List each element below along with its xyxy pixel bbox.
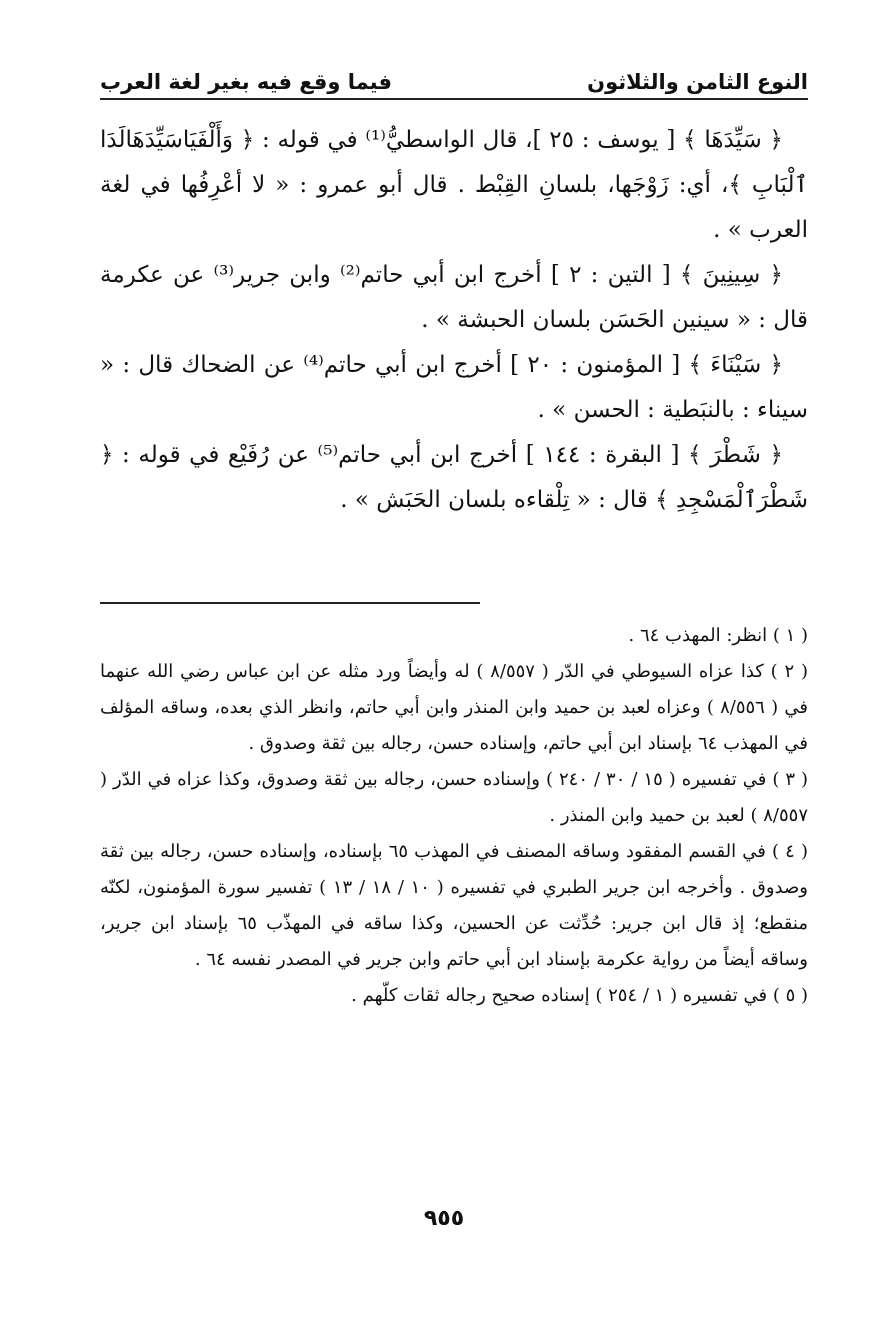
paragraph-shatr: ﴿ شَطْرَ ﴾ [ البقرة : ١٤٤ ] أخرج ابن أبي حاتم⁽⁵⁾ عن رُفَيْع في قوله : ﴿ شَطْرَٱلْمَسْجِدِ ﴾ قال : « تِلْقاءه بلسان الحَبَش » . (100, 442, 808, 513)
page-number: ٩٥٥ (423, 1206, 465, 1231)
footnote-4: ( ٤ ) في القسم المفقود وساقه المصنف في المهذب ٦٥ بإسناده، وإسناده حسن، رجاله بين ثقة وصدوق . وأخرجه ابن جرير الطبري في تفسيره ( ١٠ / ١٨ / ١٣ ) تفسير سورة المؤمنون، لكنّه منقطع؛ إذ قال ابن جرير: حُدِّثت عن الحسين، وكذا ساقه في المهذّب ٦٥ بإسناد ابن جرير، وساقه أيضاً من رواية عكرمة بإسناد ابن أبي حاتم وابن جرير في المصدر نفسه ٦٤ . (100, 841, 808, 970)
footnote-2: ( ٢ ) كذا عزاه السيوطي في الدّر ( ٨/٥٥٧ ) له وأيضاً ورد مثله عن ابن عباس رضي الله عنهما في ( ٨/٥٥٦ ) وعزاه لعبد بن حميد وابن المنذر وابن أبي حاتم، وانظر الذي بعده، وساقه المؤلف في المهذب ٦٤ بإسناد ابن أبي حاتم، وإسناده حسن، رجاله بين ثقة وصدوق . (100, 661, 808, 754)
section-title: فيما وقع فيه بغير لغة العرب (100, 70, 393, 94)
paragraph-sinin: ﴿ سِينِينَ ﴾ [ التين : ٢ ] أخرج ابن أبي حاتم⁽²⁾ وابن جرير⁽³⁾ عن عكرمة قال : « سينين الحَسَن بلسان الحبشة » . (100, 262, 808, 333)
paragraph-sainaa: ﴿ سَيْنَاءَ ﴾ [ المؤمنون : ٢٠ ] أخرج ابن أبي حاتم⁽⁴⁾ عن الضحاك قال : « سيناء : بالنبَطية : الحسن » . (100, 352, 808, 423)
paragraph-sayyidaha: ﴿ سَيِّدَهَا ﴾ [ يوسف : ٢٥ ]، قال الواسطيُّ⁽¹⁾ في قوله : ﴿ وَأَلْفَيَاسَيِّدَهَالَدَا ٱلْبَابِ ﴾، أي: زَوْجَها، بلسانِ القِبْط . قال أبو عمرو : « لا أعْرِفُها في لغة العرب » . (100, 127, 808, 243)
chapter-title: النوع الثامن والثلاثون (587, 70, 808, 94)
footnote-3: ( ٣ ) في تفسيره ( ١٥ / ٣٠ / ٢٤٠ ) وإسناده حسن، رجاله بين ثقة وصدوق، وكذا عزاه في الدّر ( ٨/٥٥٧ ) لعبد بن حميد وابن المنذر . (100, 769, 809, 826)
footnote-separator (100, 602, 480, 604)
main-text (100, 118, 808, 523)
footnote-1: ( ١ ) انظر: المهذب ٦٤ . (628, 625, 808, 646)
running-header (100, 52, 808, 100)
footnotes (100, 618, 808, 1014)
footnote-5: ( ٥ ) في تفسيره ( ١ / ٢٥٤ ) إسناده صحيح رجاله ثقات كلّهم . (351, 985, 808, 1006)
